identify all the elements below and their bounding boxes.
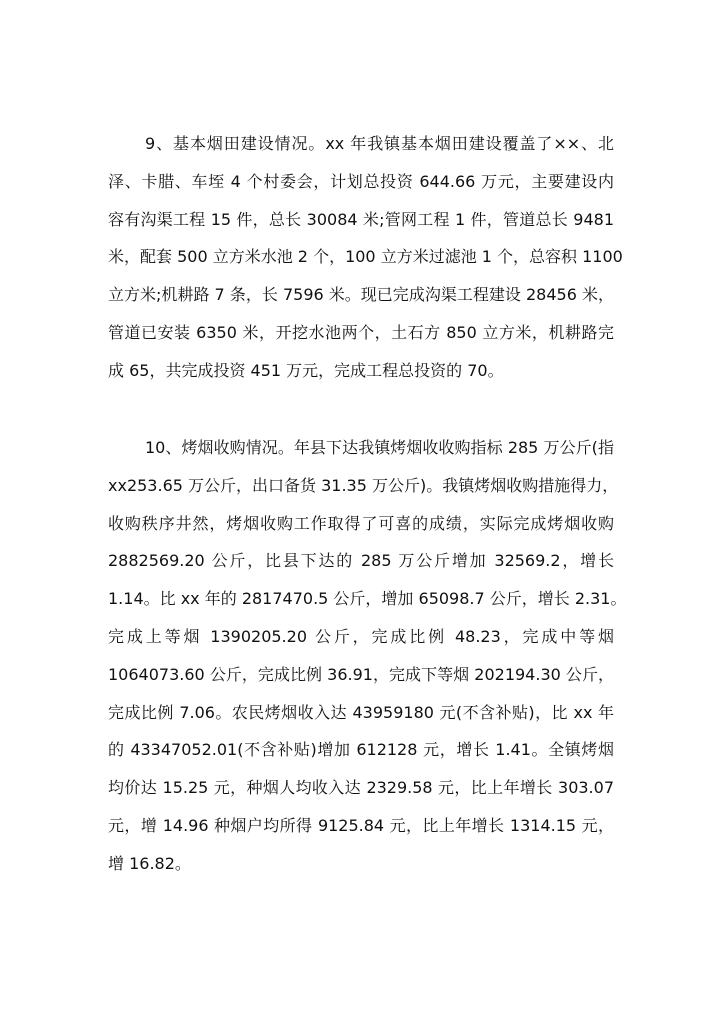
text-line: 10、烤烟收购情况。年县下达我镇烤烟收收购指标 285 万公斤(指 (145, 438, 614, 457)
paragraph-tobacco-purchase (108, 429, 627, 883)
text-line: 9、基本烟田建设情况。xx 年我镇基本烟田建设覆盖了××、北 (145, 134, 614, 153)
text-line: 均价达 15.25 元，种烟人均收入达 2329.58 元，比上年增长 303.07 (108, 778, 614, 798)
text-line: 1064073.60 公斤，完成比例 36.91，完成下等烟 202194.30 公斤， (108, 664, 614, 684)
text-line: 成 65，共完成投资 451 万元，完成工程总投资的 70。 (108, 360, 504, 380)
text-line: 完成比例 7.06。农民烤烟收入达 43959180 元(不含补贴)，比 xx 年 (108, 702, 614, 722)
text-line: 增 16.82。 (108, 853, 191, 873)
text-line: 的 43347052.01(不含补贴)增加 612128 元，增长 1.41。全镇烤烟 (108, 740, 614, 760)
text-line: 完成上等烟 1390205.20 公斤，完成比例 48.23，完成中等烟 (108, 626, 614, 646)
text-line: 立方米;机耕路 7 条，长 7596 米。现已完成沟渠工程建设 28456 米， (108, 285, 614, 305)
text-line: 泽、卡腊、车垤 4 个村委会，计划总投资 644.66 万元，主要建设内 (108, 171, 614, 191)
text-line: 容有沟渠工程 15 件，总长 30084 米;管网工程 1 件，管道总长 9481 (108, 209, 614, 229)
paragraph-basic-tobacco-field-construction (108, 125, 623, 390)
text-line: xx253.65 万公斤，出口备货 31.35 万公斤)。我镇烤烟收购措施得力， (108, 475, 619, 495)
text-line: 管道已安装 6350 米，开挖水池两个，土石方 850 立方米，机耕路完 (108, 322, 614, 342)
text-line: 米，配套 500 立方米水池 2 个，100 立方米过滤池 1 个，总容积 1100 (108, 247, 623, 267)
text-line: 2882569.20 公斤，比县下达的 285 万公斤增加 32569.2，增长 (108, 551, 614, 571)
text-line: 1.14。比 xx 年的 2817470.5 公斤，增加 65098.7 公斤，增长 2.31。 (108, 589, 627, 609)
text-line: 收购秩序井然，烤烟收购工作取得了可喜的成绩，实际完成烤烟收购 (108, 513, 614, 533)
text-line: 元，增 14.96 种烟户均所得 9125.84 元，比上年增长 1314.15 元， (108, 815, 614, 835)
